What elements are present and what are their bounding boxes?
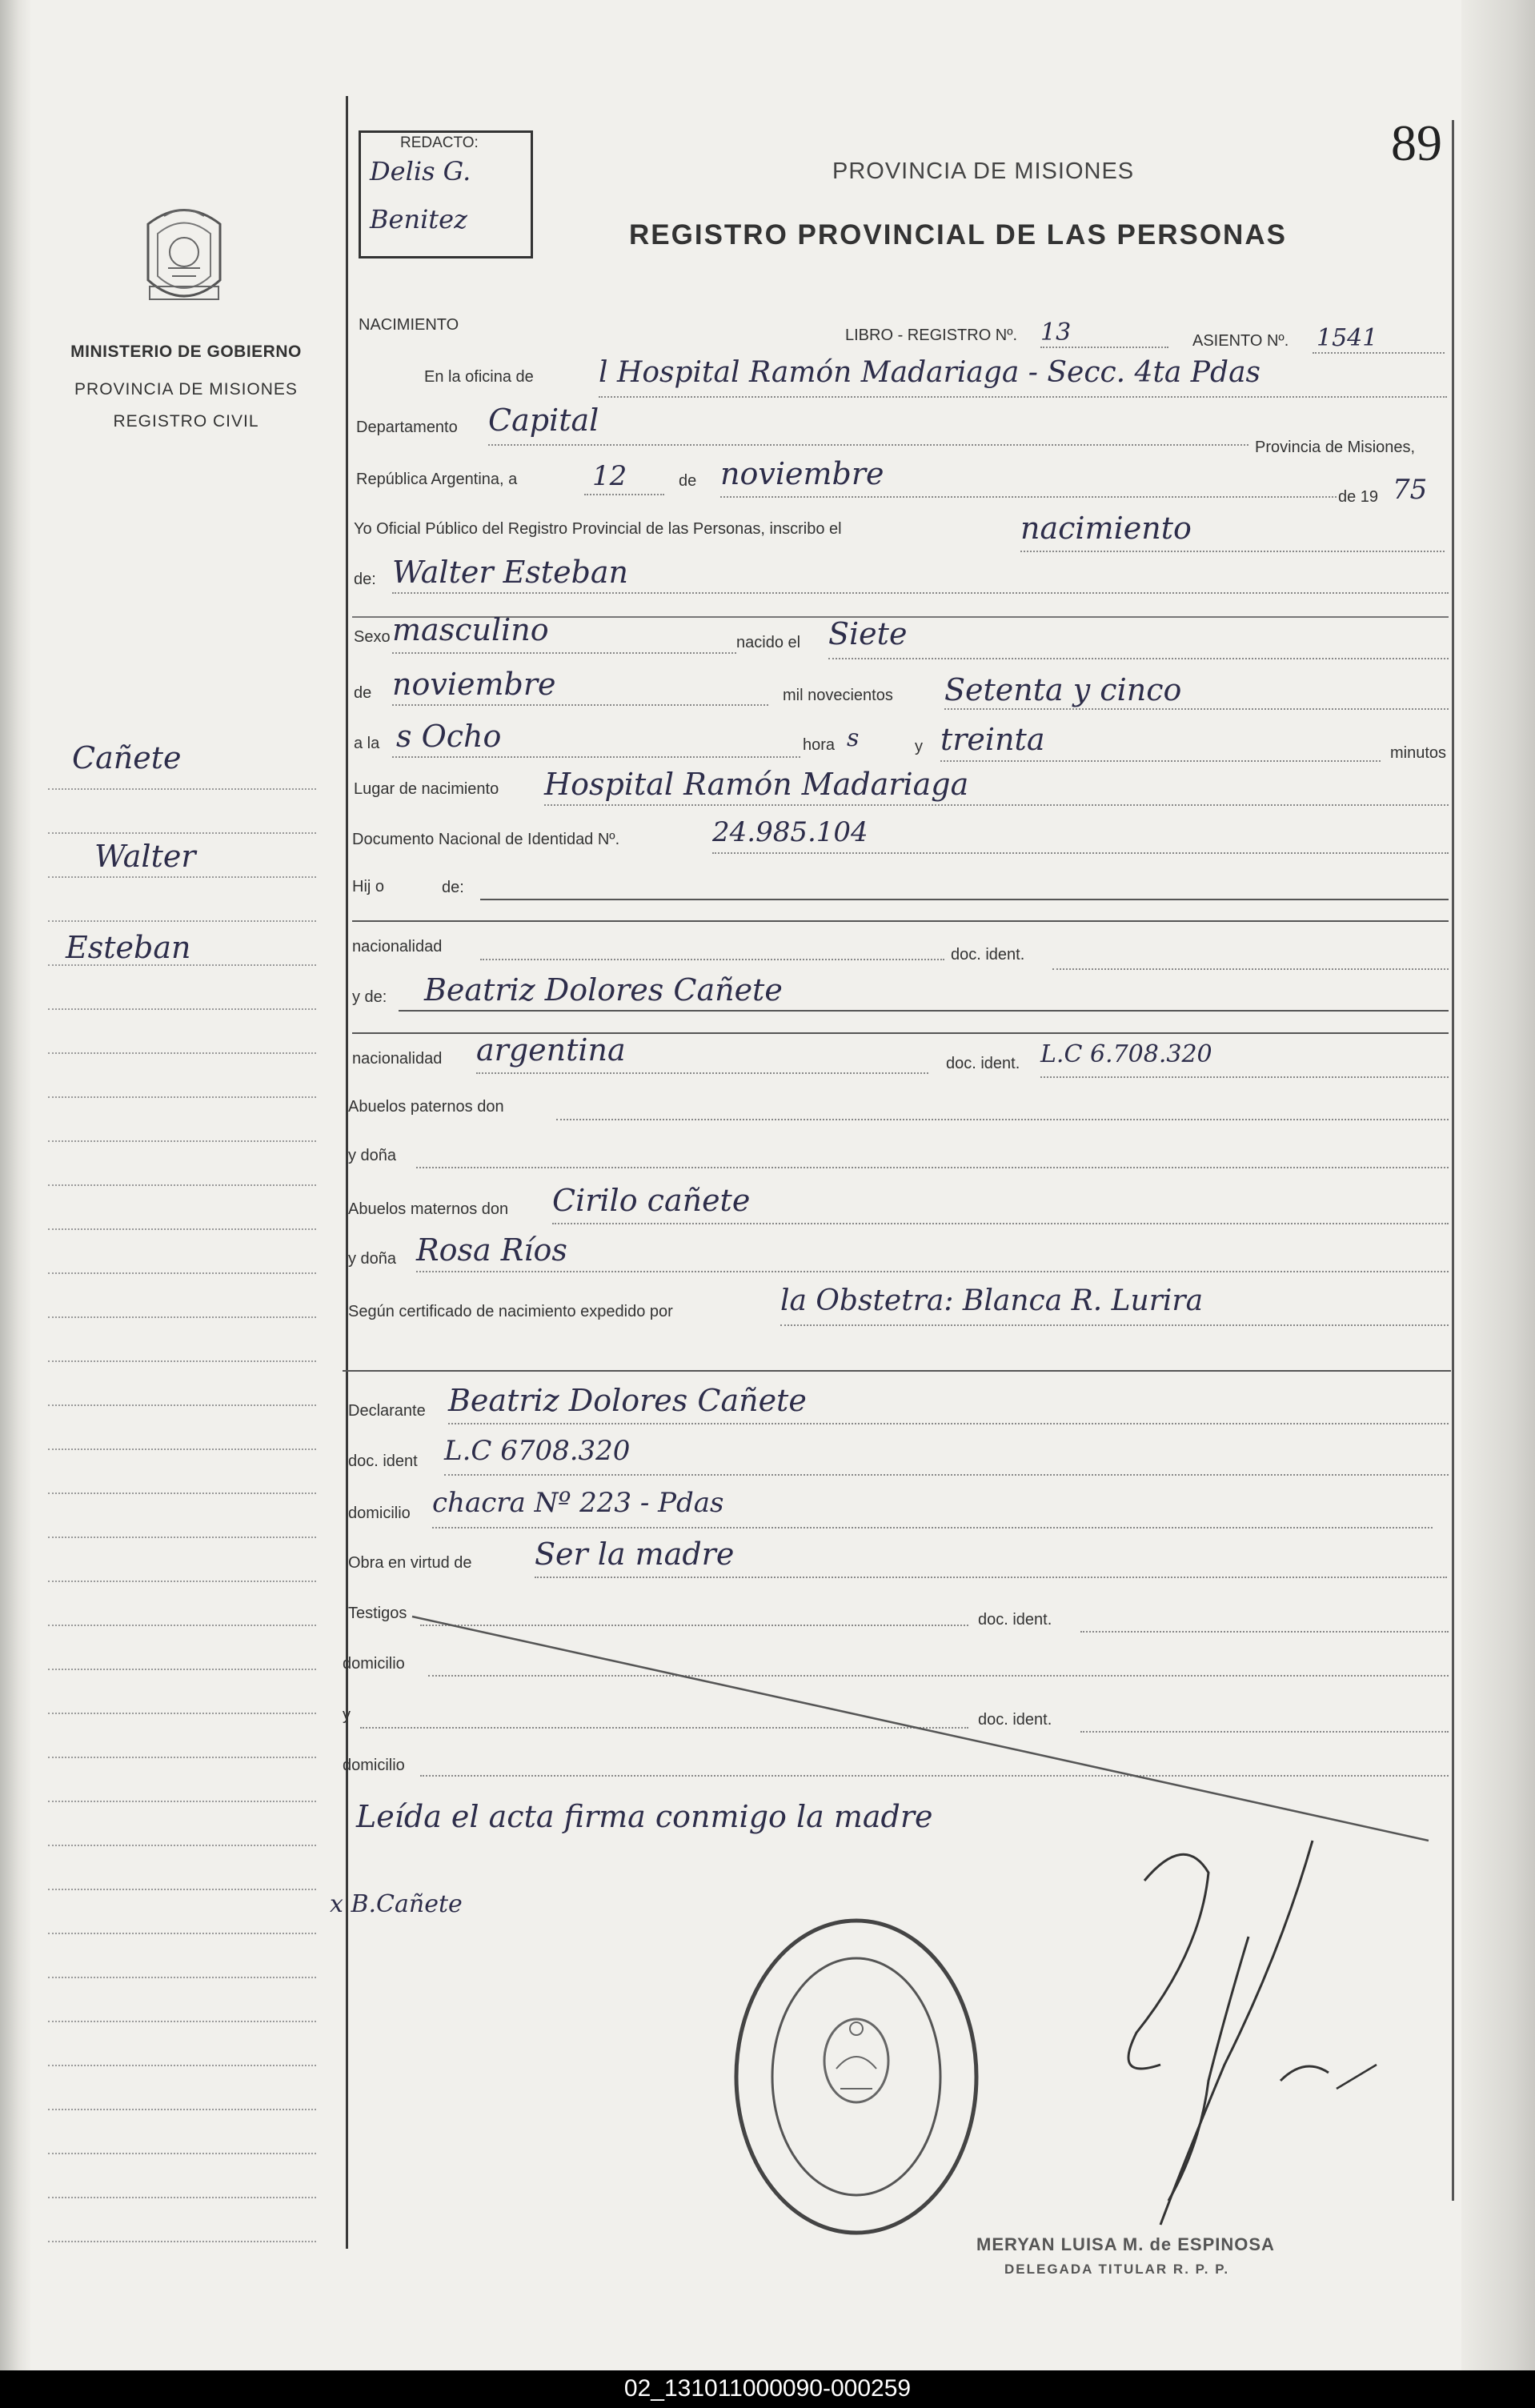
mother-nationality-value: argentina	[476, 1032, 626, 1068]
margin-ruled-line	[48, 1713, 316, 1714]
year-label: de 19	[1338, 488, 1379, 506]
margin-ruled-line	[48, 1448, 316, 1450]
department-line	[488, 444, 1248, 446]
thousand-label: mil novecientos	[783, 687, 893, 704]
witness-2-domicile-line	[420, 1775, 1449, 1777]
doc-ident-label-3: doc. ident	[348, 1452, 418, 1470]
page-right-edge	[1461, 0, 1535, 2370]
witness-1-domicile-line	[428, 1675, 1449, 1677]
margin-ruled-line	[48, 1669, 316, 1670]
born-year-value: Setenta y cinco	[944, 672, 1182, 707]
margin-ruled-line	[48, 1360, 316, 1362]
birthplace-line	[544, 804, 1449, 806]
office-label: En la oficina de	[424, 368, 534, 386]
child-name-line	[392, 592, 1449, 594]
margin-ruled-line	[48, 1404, 316, 1406]
margin-ruled-line	[48, 2197, 316, 2198]
certificate-line	[780, 1324, 1449, 1326]
closing-statement: Leída el acta firma conmigo la madre	[356, 1799, 933, 1834]
de-label-3: de	[354, 684, 372, 702]
mother-nationality-line	[476, 1072, 928, 1074]
month-line	[720, 496, 1337, 498]
declarant-domicile-value: chacra Nº 223 - Pdas	[432, 1487, 724, 1519]
year-value: 75	[1393, 474, 1428, 506]
birthplace-label: Lugar de nacimiento	[354, 780, 499, 798]
margin-ruled-line	[48, 1492, 316, 1494]
maternal-grandfather-line	[552, 1223, 1449, 1224]
domicile-label-1: domicilio	[348, 1504, 411, 1522]
official-seal-stamp	[724, 1909, 988, 2245]
hour-value: s Ocho	[396, 719, 502, 754]
father-nationality-line	[480, 959, 944, 960]
page-number: 89	[1391, 114, 1442, 171]
registry-title: REGISTRO PROVINCIAL DE LAS PERSONAS	[629, 219, 1287, 250]
born-label: nacido el	[736, 634, 801, 651]
libro-value: 13	[1040, 319, 1072, 347]
republic-label: República Argentina, a	[356, 471, 518, 488]
doc-ident-label-4: doc. ident.	[978, 1611, 1052, 1629]
image-reference-code: 02_131011000090-000259	[623, 2375, 912, 2402]
witness-1-doc-line	[1080, 1631, 1449, 1633]
day-value: 12	[592, 460, 627, 492]
domicile-label-2: domicilio	[343, 1655, 405, 1673]
margin-ruled-line	[48, 1537, 316, 1538]
margin-rule-right	[1452, 120, 1454, 2201]
margin-ruled-line	[48, 2109, 316, 2110]
dni-line	[712, 852, 1449, 854]
page-left-edge	[0, 0, 32, 2370]
redacto-name-line-2: Benitez	[370, 204, 467, 234]
de-label-1: de	[679, 472, 697, 490]
y-label: y	[343, 1706, 351, 1724]
maternal-grandfather-value: Cirilo cañete	[552, 1183, 751, 1218]
minutes-value: treinta	[940, 722, 1045, 757]
maternal-grandparents-label: Abuelos maternos don	[348, 1200, 509, 1218]
margin-ruled-line	[48, 1184, 316, 1186]
paternal-grandparents-label: Abuelos paternos don	[348, 1098, 504, 1116]
de-label-4: de:	[442, 879, 464, 896]
born-month-value: noviembre	[392, 667, 556, 702]
domicile-label-3: domicilio	[343, 1757, 405, 1774]
declarant-line	[448, 1423, 1449, 1424]
officer-signature	[1040, 1825, 1425, 2241]
asiento-line	[1313, 352, 1445, 354]
birthplace-value: Hospital Ramón Madariaga	[544, 767, 969, 802]
nationality-label-1: nacionalidad	[352, 938, 443, 956]
record-type-line	[1020, 551, 1445, 552]
margin-ruled-line	[48, 2021, 316, 2022]
sex-line	[392, 652, 736, 654]
certificate-value: la Obstetra: Blanca R. Lurira	[780, 1284, 1204, 1317]
divider-2	[343, 1370, 1451, 1372]
mother-doc-line	[1040, 1076, 1449, 1078]
department-label: Departamento	[356, 419, 458, 436]
margin-rule-left	[346, 96, 348, 2249]
officer-title: DELEGADA TITULAR R. P. P.	[1004, 2262, 1230, 2277]
and-dona-label-1: y doña	[348, 1147, 397, 1164]
nationality-label-2: nacionalidad	[352, 1050, 443, 1068]
margin-ruled-line	[48, 1625, 316, 1626]
margin-ruled-line	[48, 1977, 316, 1978]
declarant-label: Declarante	[348, 1402, 426, 1420]
born-day-value: Siete	[828, 616, 908, 651]
office-line	[599, 396, 1447, 398]
libro-line	[1040, 347, 1168, 348]
de-label-2: de:	[354, 571, 376, 588]
mother-doc-value: L.C 6.708.320	[1040, 1040, 1212, 1068]
margin-ruled-line	[48, 2153, 316, 2154]
margin-ruled-line	[48, 1845, 316, 1846]
and-of-label: y de:	[352, 988, 387, 1006]
witnesses-label: Testigos	[348, 1605, 407, 1622]
margin-ruled-line	[48, 1052, 316, 1054]
witness-2-line	[360, 1727, 968, 1729]
margin-ruled-line	[48, 832, 316, 834]
at-label: a la	[354, 735, 380, 752]
hour-line	[392, 756, 800, 758]
mother-name-value: Beatriz Dolores Cañete	[424, 972, 783, 1008]
margin-ruled-line	[48, 2241, 316, 2242]
margin-given-name-2: Esteban	[66, 930, 191, 965]
paternal-grandfather-line	[556, 1119, 1449, 1120]
paternal-grandmother-line	[416, 1167, 1449, 1168]
margin-given-name-1: Walter	[94, 839, 196, 874]
doc-ident-label-2: doc. ident.	[946, 1055, 1020, 1072]
father-doc-line	[1052, 968, 1449, 970]
office-value: l Hospital Ramón Madariaga - Secc. 4ta Pdas	[599, 356, 1261, 389]
margin-ruled-line	[48, 1272, 316, 1274]
sex-value: masculino	[392, 612, 549, 647]
maternal-grandmother-line	[416, 1271, 1449, 1272]
province-heading: PROVINCIA DE MISIONES	[832, 158, 1135, 184]
mother-signature-mark: x B.Cañete	[330, 1890, 463, 1918]
maternal-grandmother-value: Rosa Ríos	[416, 1232, 567, 1268]
mother-name-line	[399, 1010, 1449, 1012]
province-subheading: PROVINCIA DE MISIONES	[74, 380, 298, 399]
margin-ruled-line	[48, 876, 316, 878]
by-virtue-label: Obra en virtud de	[348, 1554, 472, 1572]
sex-label: Sexo	[354, 628, 391, 646]
civil-registry-subheading: REGISTRO CIVIL	[113, 412, 259, 431]
declarant-doc-line	[444, 1474, 1449, 1476]
asiento-value: 1541	[1317, 324, 1378, 352]
asiento-label: ASIENTO Nº.	[1192, 332, 1289, 350]
margin-ruled-line	[48, 2065, 316, 2066]
margin-ruled-line	[48, 1757, 316, 1758]
dni-value: 24.985.104	[712, 816, 868, 848]
declarant-domicile-line	[432, 1527, 1433, 1529]
record-type-value: nacimiento	[1020, 511, 1192, 546]
margin-ruled-line	[48, 1933, 316, 1934]
born-year-line	[944, 708, 1449, 710]
dni-label: Documento Nacional de Identidad Nº.	[352, 831, 620, 848]
margin-ruled-line	[48, 1801, 316, 1802]
doc-ident-label-1: doc. ident.	[951, 946, 1025, 964]
child-of-label: Hij o	[352, 878, 385, 895]
doc-ident-label-5: doc. ident.	[978, 1711, 1052, 1729]
father-line-2	[352, 920, 1449, 922]
margin-ruled-line	[48, 788, 316, 790]
month-value: noviembre	[720, 456, 884, 491]
born-month-line	[392, 704, 768, 706]
margin-ruled-line	[48, 1581, 316, 1582]
department-value: Capital	[488, 403, 599, 438]
day-line	[584, 494, 664, 495]
minutes-line	[940, 760, 1381, 762]
libro-label: LIBRO - REGISTRO Nº.	[845, 327, 1018, 344]
certificate-label: Según certificado de nacimiento expedido por	[348, 1303, 673, 1320]
margin-ruled-line	[48, 1140, 316, 1142]
margin-surname: Cañete	[72, 740, 182, 775]
coat-of-arms-icon	[132, 192, 236, 320]
and-label: y	[915, 738, 923, 755]
hours-label: hora	[803, 736, 836, 754]
minutes-label: minutos	[1390, 744, 1447, 762]
redacto-name-line-1: Delis G.	[370, 156, 471, 186]
witness-2-doc-line	[1080, 1731, 1449, 1733]
declarant-doc-value: L.C 6708.320	[444, 1435, 631, 1467]
margin-ruled-line	[48, 1228, 316, 1230]
child-name-value: Walter Esteban	[392, 555, 629, 590]
margin-ruled-line	[48, 920, 316, 922]
officer-statement-label: Yo Oficial Público del Registro Provincial de las Personas, inscribo el	[354, 520, 842, 538]
witness-1-line	[420, 1625, 968, 1626]
section-label: NACIMIENTO	[359, 316, 459, 334]
officer-name: MERYAN LUISA M. de ESPINOSA	[976, 2234, 1275, 2254]
by-virtue-value: Ser la madre	[535, 1537, 735, 1572]
margin-ruled-line	[48, 1889, 316, 1890]
province-of-label: Provincia de Misiones,	[1255, 439, 1416, 456]
margin-ruled-line	[48, 1008, 316, 1010]
by-virtue-line	[535, 1577, 1447, 1578]
declarant-value: Beatriz Dolores Cañete	[448, 1383, 807, 1418]
and-dona-label-2: y doña	[348, 1250, 397, 1268]
hours-mark-value: s	[847, 724, 860, 752]
redacto-label: REDACTO:	[400, 134, 479, 151]
margin-ruled-line	[48, 1096, 316, 1098]
margin-ruled-line	[48, 1316, 316, 1318]
ministry-heading: MINISTERIO DE GOBIERNO	[70, 343, 302, 361]
born-day-line	[828, 658, 1449, 659]
father-line-1	[480, 899, 1449, 900]
